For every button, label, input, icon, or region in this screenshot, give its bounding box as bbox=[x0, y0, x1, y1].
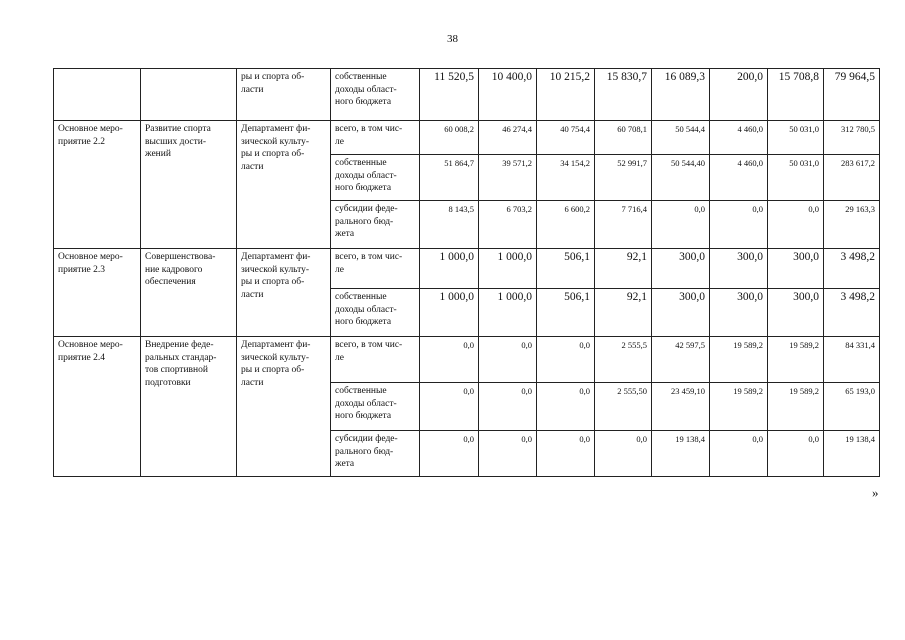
year-value-cell: 15 708,8 bbox=[768, 69, 824, 121]
year-value-cell: 0,0 bbox=[652, 201, 710, 249]
year-value-cell: 60 008,2 bbox=[420, 121, 479, 155]
year-value-cell: 1 000,0 bbox=[479, 249, 537, 289]
funding-source-cell: субсидии феде- рального бюд- жета bbox=[331, 201, 420, 249]
year-value-cell: 0,0 bbox=[479, 383, 537, 431]
total-cell: 29 163,3 bbox=[824, 201, 880, 249]
table-row bbox=[54, 249, 880, 289]
goal-cell bbox=[141, 69, 237, 121]
closing-quote-mark: » bbox=[872, 485, 879, 500]
year-value-cell: 0,0 bbox=[537, 431, 595, 477]
year-value-cell: 19 589,2 bbox=[768, 337, 824, 383]
executor-cell: Департамент фи- зической культу- ры и спорта об- ласти bbox=[237, 121, 331, 249]
year-value-cell: 51 864,7 bbox=[420, 155, 479, 201]
year-value-cell: 50 544,4 bbox=[652, 121, 710, 155]
year-value-cell: 6 703,2 bbox=[479, 201, 537, 249]
year-value-cell: 0,0 bbox=[537, 337, 595, 383]
year-value-cell: 8 143,5 bbox=[420, 201, 479, 249]
year-value-cell: 19 589,2 bbox=[710, 383, 768, 431]
total-cell: 312 780,5 bbox=[824, 121, 880, 155]
page-number: 38 bbox=[447, 33, 458, 45]
year-value-cell: 60 708,1 bbox=[595, 121, 652, 155]
executor-cell: Департамент фи- зической культу- ры и спорта об- ласти bbox=[237, 249, 331, 337]
year-value-cell: 50 031,0 bbox=[768, 155, 824, 201]
year-value-cell: 0,0 bbox=[420, 383, 479, 431]
executor-cell: ры и спорта об- ласти bbox=[237, 69, 331, 121]
total-cell: 65 193,0 bbox=[824, 383, 880, 431]
year-value-cell: 39 571,2 bbox=[479, 155, 537, 201]
funding-source-cell: субсидии феде- рального бюд- жета bbox=[331, 431, 420, 477]
goal-cell: Развитие спорта высших дости- жений bbox=[141, 121, 237, 249]
year-value-cell: 46 274,4 bbox=[479, 121, 537, 155]
funding-source-cell: всего, в том чис- ле bbox=[331, 249, 420, 289]
year-value-cell: 23 459,10 bbox=[652, 383, 710, 431]
year-value-cell: 92,1 bbox=[595, 289, 652, 337]
year-value-cell: 40 754,4 bbox=[537, 121, 595, 155]
table-row bbox=[54, 337, 880, 383]
year-value-cell: 2 555,5 bbox=[595, 337, 652, 383]
year-value-cell: 200,0 bbox=[710, 69, 768, 121]
year-value-cell: 42 597,5 bbox=[652, 337, 710, 383]
year-value-cell: 300,0 bbox=[768, 289, 824, 337]
activity-cell bbox=[54, 69, 141, 121]
year-value-cell: 1 000,0 bbox=[479, 289, 537, 337]
table-body bbox=[54, 69, 880, 477]
year-value-cell: 19 589,2 bbox=[710, 337, 768, 383]
year-value-cell: 4 460,0 bbox=[710, 121, 768, 155]
year-value-cell: 0,0 bbox=[479, 431, 537, 477]
year-value-cell: 7 716,4 bbox=[595, 201, 652, 249]
total-cell: 283 617,2 bbox=[824, 155, 880, 201]
year-value-cell: 300,0 bbox=[652, 289, 710, 337]
activity-cell: Основное меро- приятие 2.2 bbox=[54, 121, 141, 249]
year-value-cell: 0,0 bbox=[768, 431, 824, 477]
year-value-cell: 11 520,5 bbox=[420, 69, 479, 121]
year-value-cell: 50 031,0 bbox=[768, 121, 824, 155]
year-value-cell: 1 000,0 bbox=[420, 289, 479, 337]
goal-cell: Совершенствова- ние кадрового обеспечения bbox=[141, 249, 237, 337]
executor-cell: Департамент фи- зической культу- ры и спорта об- ласти bbox=[237, 337, 331, 477]
year-value-cell: 300,0 bbox=[768, 249, 824, 289]
year-value-cell: 0,0 bbox=[768, 201, 824, 249]
goal-cell: Внедрение феде- ральных стандар- тов спортивной подготовки bbox=[141, 337, 237, 477]
funding-source-cell: собственные доходы област- ного бюджета bbox=[331, 155, 420, 201]
total-cell: 3 498,2 bbox=[824, 289, 880, 337]
budget-table bbox=[53, 68, 880, 477]
funding-source-cell: собственные доходы област- ного бюджета bbox=[331, 383, 420, 431]
year-value-cell: 50 544,40 bbox=[652, 155, 710, 201]
total-cell: 79 964,5 bbox=[824, 69, 880, 121]
year-value-cell: 0,0 bbox=[710, 201, 768, 249]
funding-source-cell: всего, в том чис- ле bbox=[331, 121, 420, 155]
year-value-cell: 300,0 bbox=[652, 249, 710, 289]
year-value-cell: 0,0 bbox=[479, 337, 537, 383]
year-value-cell: 506,1 bbox=[537, 289, 595, 337]
year-value-cell: 16 089,3 bbox=[652, 69, 710, 121]
activity-cell: Основное меро- приятие 2.4 bbox=[54, 337, 141, 477]
year-value-cell: 2 555,50 bbox=[595, 383, 652, 431]
year-value-cell: 0,0 bbox=[420, 431, 479, 477]
total-cell: 19 138,4 bbox=[824, 431, 880, 477]
year-value-cell: 1 000,0 bbox=[420, 249, 479, 289]
funding-source-cell: всего, в том чис- ле bbox=[331, 337, 420, 383]
year-value-cell: 19 589,2 bbox=[768, 383, 824, 431]
year-value-cell: 6 600,2 bbox=[537, 201, 595, 249]
year-value-cell: 0,0 bbox=[420, 337, 479, 383]
year-value-cell: 506,1 bbox=[537, 249, 595, 289]
year-value-cell: 92,1 bbox=[595, 249, 652, 289]
year-value-cell: 300,0 bbox=[710, 289, 768, 337]
year-value-cell: 0,0 bbox=[595, 431, 652, 477]
year-value-cell: 10 400,0 bbox=[479, 69, 537, 121]
year-value-cell: 10 215,2 bbox=[537, 69, 595, 121]
funding-source-cell: собственные доходы област- ного бюджета bbox=[331, 289, 420, 337]
year-value-cell: 0,0 bbox=[537, 383, 595, 431]
activity-cell: Основное меро- приятие 2.3 bbox=[54, 249, 141, 337]
table-row bbox=[54, 69, 880, 121]
year-value-cell: 15 830,7 bbox=[595, 69, 652, 121]
year-value-cell: 0,0 bbox=[710, 431, 768, 477]
year-value-cell: 300,0 bbox=[710, 249, 768, 289]
table-row bbox=[54, 121, 880, 155]
year-value-cell: 4 460,0 bbox=[710, 155, 768, 201]
year-value-cell: 19 138,4 bbox=[652, 431, 710, 477]
funding-source-cell: собственные доходы област- ного бюджета bbox=[331, 69, 420, 121]
total-cell: 3 498,2 bbox=[824, 249, 880, 289]
year-value-cell: 52 991,7 bbox=[595, 155, 652, 201]
year-value-cell: 34 154,2 bbox=[537, 155, 595, 201]
total-cell: 84 331,4 bbox=[824, 337, 880, 383]
